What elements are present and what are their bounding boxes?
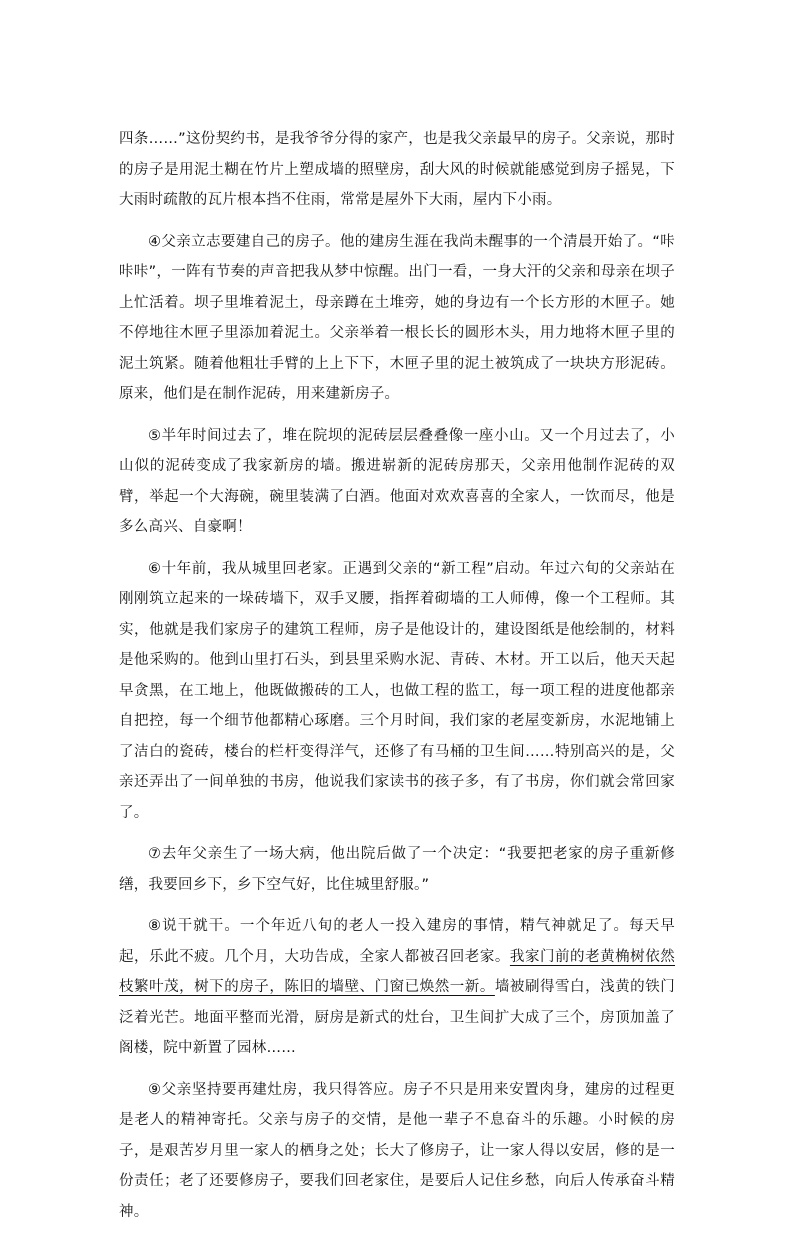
article-body xyxy=(119,124,675,1238)
paragraph-8-text-after: 墙被刷得雪白，浅黄的铁门泛着光芒。地面平整而光滑，厨房是新式的灶台，卫生间扩大成了三个，房顶加盖了阁楼，院中新置了园林…… xyxy=(119,979,676,1056)
paragraph-contract: 四条……”这份契约书，是我爷爷分得的家产，也是我父亲最早的房子。父亲说，那时的房子是用泥土糊在竹片上塑成墙的照壁房，刮大风的时候就能感觉到房子摇晃，下大雨时疏散的瓦片根本挡不住雨，常常是屋外下大雨，屋内下小雨。 xyxy=(119,131,675,208)
underlined-sentence: 我家门前的老黄桷树依然枝繁叶茂，树下的房子，陈旧的墙壁、门窗已焕然一新。 xyxy=(119,948,676,995)
paragraph-9: ⑨父亲坚持要再建灶房，我只得答应。房子不只是用来安置肉身，建房的过程更是老人的精神寄托。父亲与房子的交情，是他一辈子不息奋斗的乐趣。小时候的房子，是艰苦岁月里一家人的栖身之处；长大了修房子，让一家人得以安居，修的是一份责任；老了还要修房子，要我们回老家住，是要后人记住乡愁，向后人传承奋斗精神。 xyxy=(119,1081,675,1220)
paragraph-5: ⑤半年时间过去了，堆在院坝的泥砖层层叠叠像一座小山。又一个月过去了，小山似的泥砖变成了我家新房的墙。搬进崭新的泥砖房那天，父亲用他制作泥砖的双臂，举起一个大海碗，碗里装满了白酒。他面对欢欢喜喜的全家人，一饮而尽，他是多么高兴、自豪啊！ xyxy=(119,427,675,535)
paragraph-8 xyxy=(119,911,675,1064)
paragraph-7: ⑦去年父亲生了一场大病，他出院后做了一个决定：“我要把老家的房子重新修缮，我要回乡下，乡下空气好，比住城里舒服。” xyxy=(119,846,675,893)
paragraph-8-text-before: ⑧说干就干。一个年近八旬的老人一投入建房的事情，精气神就足了。每天早起，乐此不疲。几个月，大功告成，全家人都被召回老家。 xyxy=(119,918,675,965)
paragraph-4: ④父亲立志要建自己的房子。他的建房生涯在我尚未醒事的一个清晨开始了。“咔咔咔”，一阵有节奏的声音把我从梦中惊醒。出门一看，一身大汗的父亲和母亲在坝子上忙活着。坝子里堆着泥土，母亲蹲在土堆旁，她的身边有一个长方形的木匣子。她不停地往木匣子里添加着泥土。父亲举着一根长长的圆形木头，用力地将木匣子里的泥土筑紧。随着他粗壮手臂的上上下下，木匣子里的泥土被筑成了一块块方形泥砖。原来，他们是在制作泥砖，用来建新房子。 xyxy=(119,233,675,402)
paragraph-6: ⑥十年前，我从城里回老家。正遇到父亲的“新工程”启动。年过六旬的父亲站在刚刚筑立起来的一垛砖墙下，双手叉腰，指挥着砌墙的工人师傅，像一个工程师。其实，他就是我们家房子的建筑工程师，房子是他设计的，建设图纸是他绘制的，材料是他采购的。他到山里打石头，到县里采购水泥、青砖、木材。开工以后，他天天起早贪黑，在工地上，他既做搬砖的工人，也做工程的监工，每一项工程的进度他都亲自把控，每一个细节他都精心琢磨。三个月时间，我们家的老屋变新房，水泥地铺上了洁白的瓷砖，楼台的栏杆变得洋气，还修了有马桶的卫生间……特别高兴的是，父亲还弄出了一间单独的书房，他说我们家读书的孩子多，有了书房，你们就会常回家了。 xyxy=(119,560,675,821)
